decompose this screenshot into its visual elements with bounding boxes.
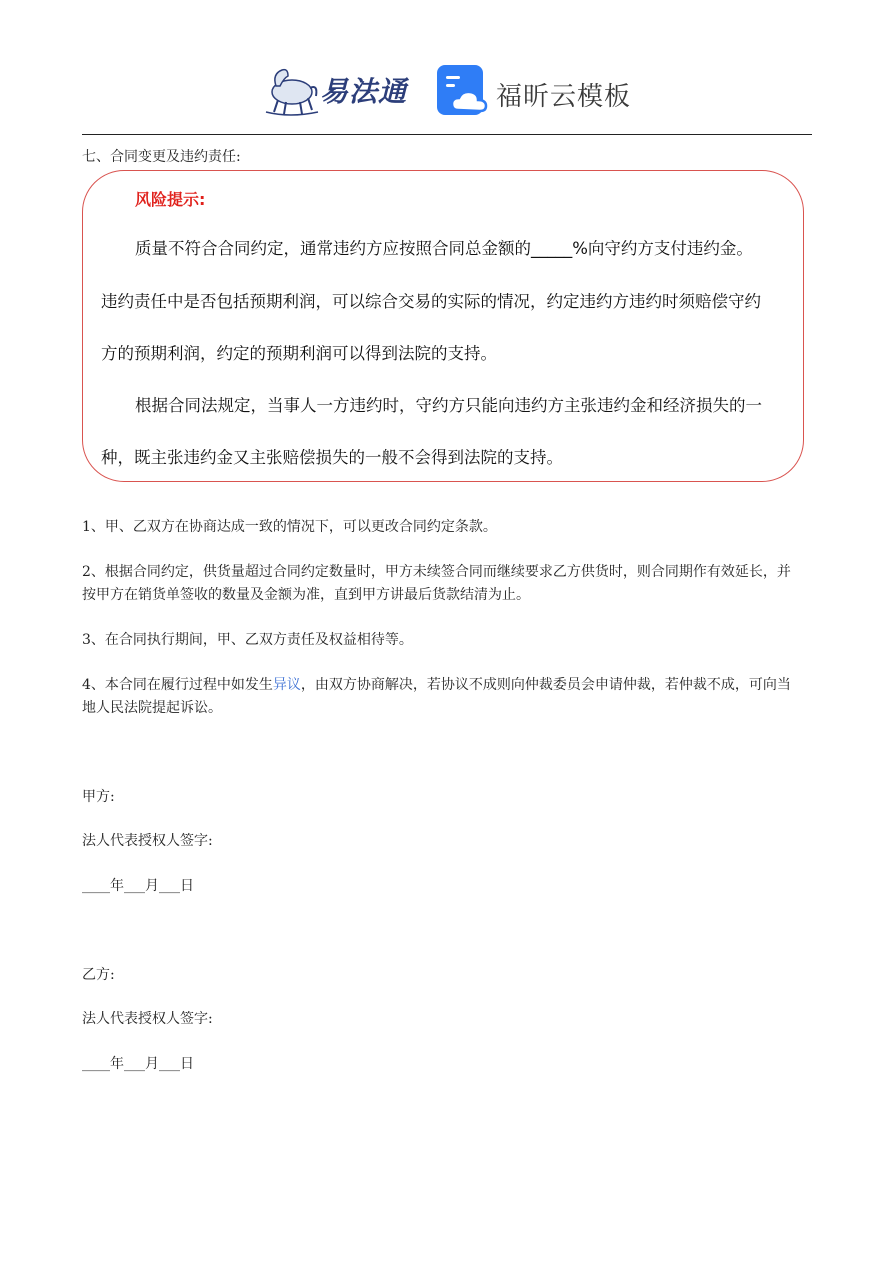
clause-1: 1、甲、乙双方在协商达成一致的情况下，可以更改合同约定条款。: [82, 519, 497, 535]
party-a-label: 甲方:: [82, 789, 115, 805]
yifatong-logo-text: 易法通: [320, 75, 408, 108]
horse-emblem-icon: [262, 62, 320, 118]
clause-4-text: 4、本合同在履行过程中如发生: [82, 677, 273, 693]
risk-notice-box: [82, 170, 804, 482]
risk-line: 根据合同法规定，当事人一方违约时，守约方只能向违约方主张违约金和经济损失的一: [135, 396, 762, 415]
party-b-date: ____年___月___日: [82, 1056, 194, 1072]
yifatong-logo: [262, 62, 422, 118]
clause-3: 3、在合同执行期间，甲、乙双方责任及权益相待等。: [82, 632, 413, 648]
section-title: 七、合同变更及违约责任:: [82, 149, 241, 165]
clause-4-text: ，由双方协商解决，若协议不成则向仲裁委员会申请仲裁，若仲裁不成，可向当地人民法院提起诉讼。: [82, 677, 791, 716]
foxit-logo-text: 福昕云模板: [496, 82, 632, 112]
objection-link[interactable]: 异议: [272, 677, 301, 693]
foxit-cloud-template-logo: [436, 64, 636, 120]
party-a-date: ____年___月___日: [82, 878, 194, 894]
risk-notice-title: 风险提示:: [135, 190, 206, 209]
risk-line: 质量不符合合同约定，通常违约方应按照合同总金额的_____%向守约方支付违约金。: [135, 239, 753, 258]
cloud-document-icon: [436, 64, 488, 116]
party-a-signature-label: 法人代表授权人签字:: [82, 833, 213, 849]
risk-line: 种，既主张违约金又主张赔偿损失的一般不会得到法院的支持。: [101, 448, 563, 467]
party-b-signature-label: 法人代表授权人签字:: [82, 1011, 213, 1027]
header-divider: [82, 134, 812, 135]
party-b-label: 乙方:: [82, 967, 115, 983]
risk-line: 方的预期利润，约定的预期利润可以得到法院的支持。: [101, 344, 497, 363]
clause-4: [82, 674, 802, 720]
risk-line: 违约责任中是否包括预期利润，可以综合交易的实际的情况，约定违约方违约时须赔偿守约: [101, 292, 761, 311]
clause-2: 2、根据合同约定，供货量超过合同约定数量时，甲方未续签合同而继续要求乙方供货时，则合同期作有效延长，并按甲方在销货单签收的数量及金额为准，直到甲方讲最后货款结清为止。: [82, 564, 791, 603]
document-header: [0, 60, 893, 124]
